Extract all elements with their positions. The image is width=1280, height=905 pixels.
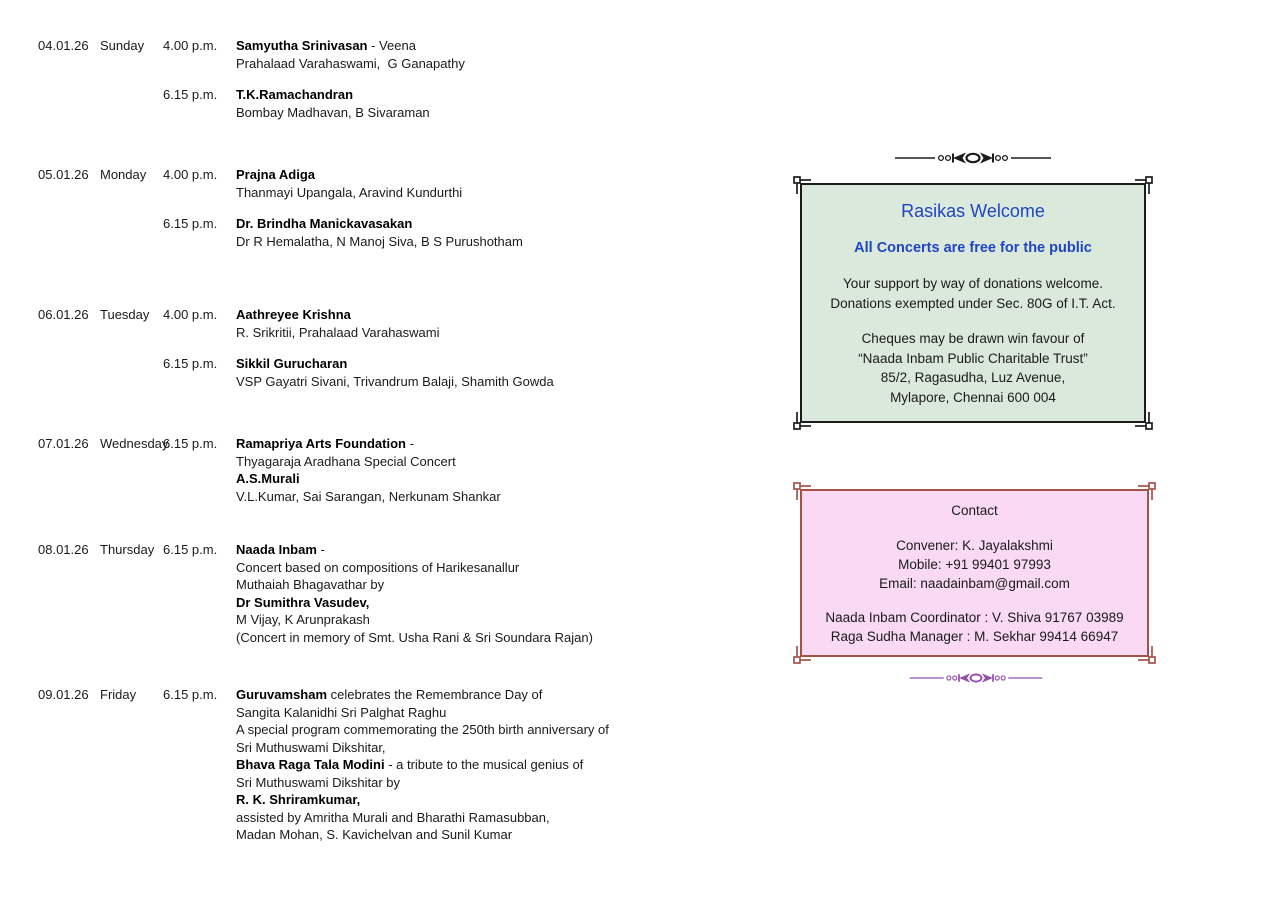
- contact-box: [800, 489, 1149, 657]
- text-line: Email: naadainbam@gmail.com: [879, 576, 1070, 591]
- detail-line: [236, 306, 698, 324]
- artist-name: Sikkil Gurucharan: [236, 356, 348, 371]
- detail-line: [236, 629, 698, 647]
- detail-text: Madan Mohan, S. Kavichelvan and Sunil Kumar: [236, 827, 513, 842]
- frame-corner-ornament-icon: [1138, 646, 1158, 666]
- detail-text: Thyagaraja Aradhana Special Concert: [236, 453, 456, 469]
- concert-details: [236, 86, 698, 121]
- detail-line: [236, 611, 698, 629]
- detail-text: Sri Muthuswami Dikshitar,: [236, 739, 386, 755]
- detail-text: (Concert in memory of Smt. Usha Rani & Sri Soundara Rajan): [236, 629, 593, 645]
- artist-name: Prajna Adiga: [236, 167, 315, 182]
- time-cell: 6.15 p.m.: [163, 87, 218, 102]
- detail-line: [236, 470, 698, 488]
- detail-line: [236, 809, 698, 827]
- detail-line: [236, 435, 698, 453]
- day-cell: Monday: [100, 167, 147, 182]
- coordinator-paragraph: [802, 608, 1147, 646]
- time-cell: 6.15 p.m.: [163, 687, 218, 702]
- concert-details: [236, 435, 698, 505]
- date-cell: 04.01.26: [38, 38, 89, 53]
- time-cell: 4.00 p.m.: [163, 167, 218, 182]
- detail-line: [236, 166, 698, 184]
- concert-session-row: [38, 541, 698, 646]
- detail-line: [236, 721, 698, 739]
- detail-line: [236, 541, 698, 559]
- concert-schedule: [38, 37, 698, 844]
- text-line: “Naada Inbam Public Charitable Trust”: [858, 350, 1088, 366]
- text-line: Raga Sudha Manager : M. Sekhar 99414 66947: [830, 629, 1119, 644]
- artist-name: Aathreyee Krishna: [236, 307, 351, 322]
- schedule-group: [38, 306, 698, 390]
- artist-name: Dr Sumithra Vasudev,: [236, 594, 370, 610]
- time-cell: 4.00 p.m.: [163, 38, 218, 53]
- concert-session-row: [38, 306, 698, 341]
- detail-line: [236, 594, 698, 612]
- ornamental-scroll-divider-icon: [893, 150, 1053, 166]
- artist-name: Samyutha Srinivasan: [236, 38, 368, 53]
- detail-text: M Vijay, K Arunprakash: [236, 612, 370, 627]
- detail-text: Prahalaad Varahaswami, G Ganapathy: [236, 55, 465, 71]
- welcome-subtitle: All Concerts are free for the public: [854, 240, 1092, 256]
- day-cell: Wednesday: [100, 436, 169, 451]
- frame-corner-ornament-icon: [1135, 174, 1155, 194]
- detail-line: [236, 233, 698, 251]
- detail-line: [236, 453, 698, 471]
- cheque-address-paragraph: [802, 329, 1144, 407]
- detail-line: [236, 355, 698, 373]
- day-cell: Thursday: [100, 542, 155, 557]
- detail-text: Bombay Madhavan, B Sivaraman: [236, 104, 430, 120]
- detail-line: [236, 704, 698, 722]
- text-line: Donations exempted under Sec. 80G of I.T. Act.: [830, 295, 1116, 311]
- contact-title: Contact: [951, 503, 998, 518]
- schedule-group: [38, 435, 698, 505]
- detail-line: [236, 686, 698, 704]
- schedule-group: [38, 37, 698, 121]
- detail-line: [236, 739, 698, 757]
- artist-name: A.S.Murali: [236, 471, 300, 486]
- detail-text: Concert based on compositions of Harikesanallur: [236, 559, 520, 575]
- detail-text: Sri Muthuswami Dikshitar by: [236, 774, 400, 790]
- ornamental-scroll-divider-icon: [908, 671, 1044, 685]
- detail-text: Sangita Kalanidhi Sri Palghat Raghu: [236, 704, 447, 720]
- text-line: 85/2, Ragasudha, Luz Avenue,: [880, 370, 1066, 385]
- detail-text: Dr R Hemalatha, N Manoj Siva, B S Purushotham: [236, 233, 523, 249]
- concert-details: [236, 686, 698, 844]
- frame-corner-ornament-icon: [791, 174, 811, 194]
- detail-text: R. Srikritii, Prahalaad Varahaswami: [236, 324, 440, 340]
- concert-session-row: [38, 435, 698, 505]
- text-line: Your support by way of donations welcome.: [843, 276, 1103, 291]
- text-line: Mylapore, Chennai 600 004: [890, 389, 1056, 405]
- text-line: Convener: K. Jayalakshmi: [896, 538, 1053, 553]
- detail-text: VSP Gayatri Sivani, Trivandrum Balaji, Shamith Gowda: [236, 373, 554, 389]
- detail-line: [236, 576, 698, 594]
- concert-details: [236, 541, 698, 646]
- time-cell: 4.00 p.m.: [163, 307, 218, 322]
- concert-session-row: [38, 355, 698, 390]
- detail-line: [236, 324, 698, 342]
- concert-details: [236, 166, 698, 201]
- detail-text: - a tribute to the musical genius of: [384, 757, 584, 772]
- detail-text: assisted by Amritha Murali and Bharathi Ramasubban,: [236, 809, 550, 825]
- time-cell: 6.15 p.m.: [163, 436, 218, 451]
- schedule-group: [38, 541, 698, 646]
- text-line: Cheques may be drawn win favour of: [861, 331, 1085, 346]
- concert-details: [236, 355, 698, 390]
- concert-session-row: [38, 686, 698, 844]
- concert-session-row: [38, 37, 698, 72]
- date-cell: 05.01.26: [38, 167, 89, 182]
- time-cell: 6.15 p.m.: [163, 542, 218, 557]
- detail-line: [236, 559, 698, 577]
- text-line: Mobile: +91 99401 97993: [898, 557, 1051, 572]
- detail-line: [236, 104, 698, 122]
- detail-text: V.L.Kumar, Sai Sarangan, Nerkunam Shankar: [236, 488, 501, 504]
- detail-line: [236, 37, 698, 55]
- detail-text: -: [405, 436, 414, 451]
- time-cell: 6.15 p.m.: [163, 356, 218, 371]
- schedule-group: [38, 686, 698, 844]
- detail-line: [236, 791, 698, 809]
- detail-line: [236, 373, 698, 391]
- artist-name: Bhava Raga Tala Modini: [236, 757, 385, 772]
- artist-name: Dr. Brindha Manickavasakan: [236, 216, 413, 231]
- concert-session-row: [38, 215, 698, 250]
- concert-session-row: [38, 86, 698, 121]
- artist-name: R. K. Shriramkumar,: [236, 792, 361, 807]
- text-line: Naada Inbam Coordinator : V. Shiva 91767 03989: [825, 610, 1124, 625]
- detail-text: -: [316, 542, 325, 557]
- artist-name: Naada Inbam: [236, 542, 317, 557]
- detail-line: [236, 826, 698, 844]
- concert-session-row: [38, 166, 698, 201]
- date-cell: 07.01.26: [38, 436, 89, 451]
- detail-line: [236, 488, 698, 506]
- detail-text: Muthaiah Bhagavathar by: [236, 577, 385, 592]
- date-cell: 06.01.26: [38, 307, 89, 322]
- detail-line: [236, 184, 698, 202]
- frame-corner-ornament-icon: [1135, 412, 1155, 432]
- artist-name: Ramapriya Arts Foundation: [236, 436, 406, 451]
- detail-line: [236, 55, 698, 73]
- detail-line: [236, 215, 698, 233]
- welcome-title: Rasikas Welcome: [901, 201, 1045, 221]
- detail-text: celebrates the Remembrance Day of: [327, 687, 543, 702]
- detail-line: [236, 86, 698, 104]
- detail-text: A special program commemorating the 250th birth anniversary of: [236, 722, 609, 737]
- rasikas-welcome-box: [800, 183, 1146, 423]
- day-cell: Tuesday: [100, 307, 150, 322]
- date-cell: 08.01.26: [38, 542, 89, 557]
- date-cell: 09.01.26: [38, 687, 89, 702]
- day-cell: Friday: [100, 687, 137, 702]
- frame-corner-ornament-icon: [1138, 480, 1158, 500]
- concert-details: [236, 215, 698, 250]
- detail-text: Thanmayi Upangala, Aravind Kundurthi: [236, 184, 463, 200]
- donations-paragraph: [802, 274, 1144, 313]
- day-cell: Sunday: [100, 38, 145, 53]
- concert-details: [236, 37, 698, 72]
- concert-details: [236, 306, 698, 341]
- detail-line: [236, 774, 698, 792]
- frame-corner-ornament-icon: [791, 646, 811, 666]
- frame-corner-ornament-icon: [791, 480, 811, 500]
- contact-details-paragraph: [802, 536, 1147, 593]
- detail-text: - Veena: [367, 38, 416, 53]
- artist-name: T.K.Ramachandran: [236, 87, 354, 102]
- time-cell: 6.15 p.m.: [163, 216, 218, 231]
- artist-name: Guruvamsham: [236, 687, 328, 702]
- schedule-group: [38, 166, 698, 250]
- frame-corner-ornament-icon: [791, 412, 811, 432]
- detail-line: [236, 756, 698, 774]
